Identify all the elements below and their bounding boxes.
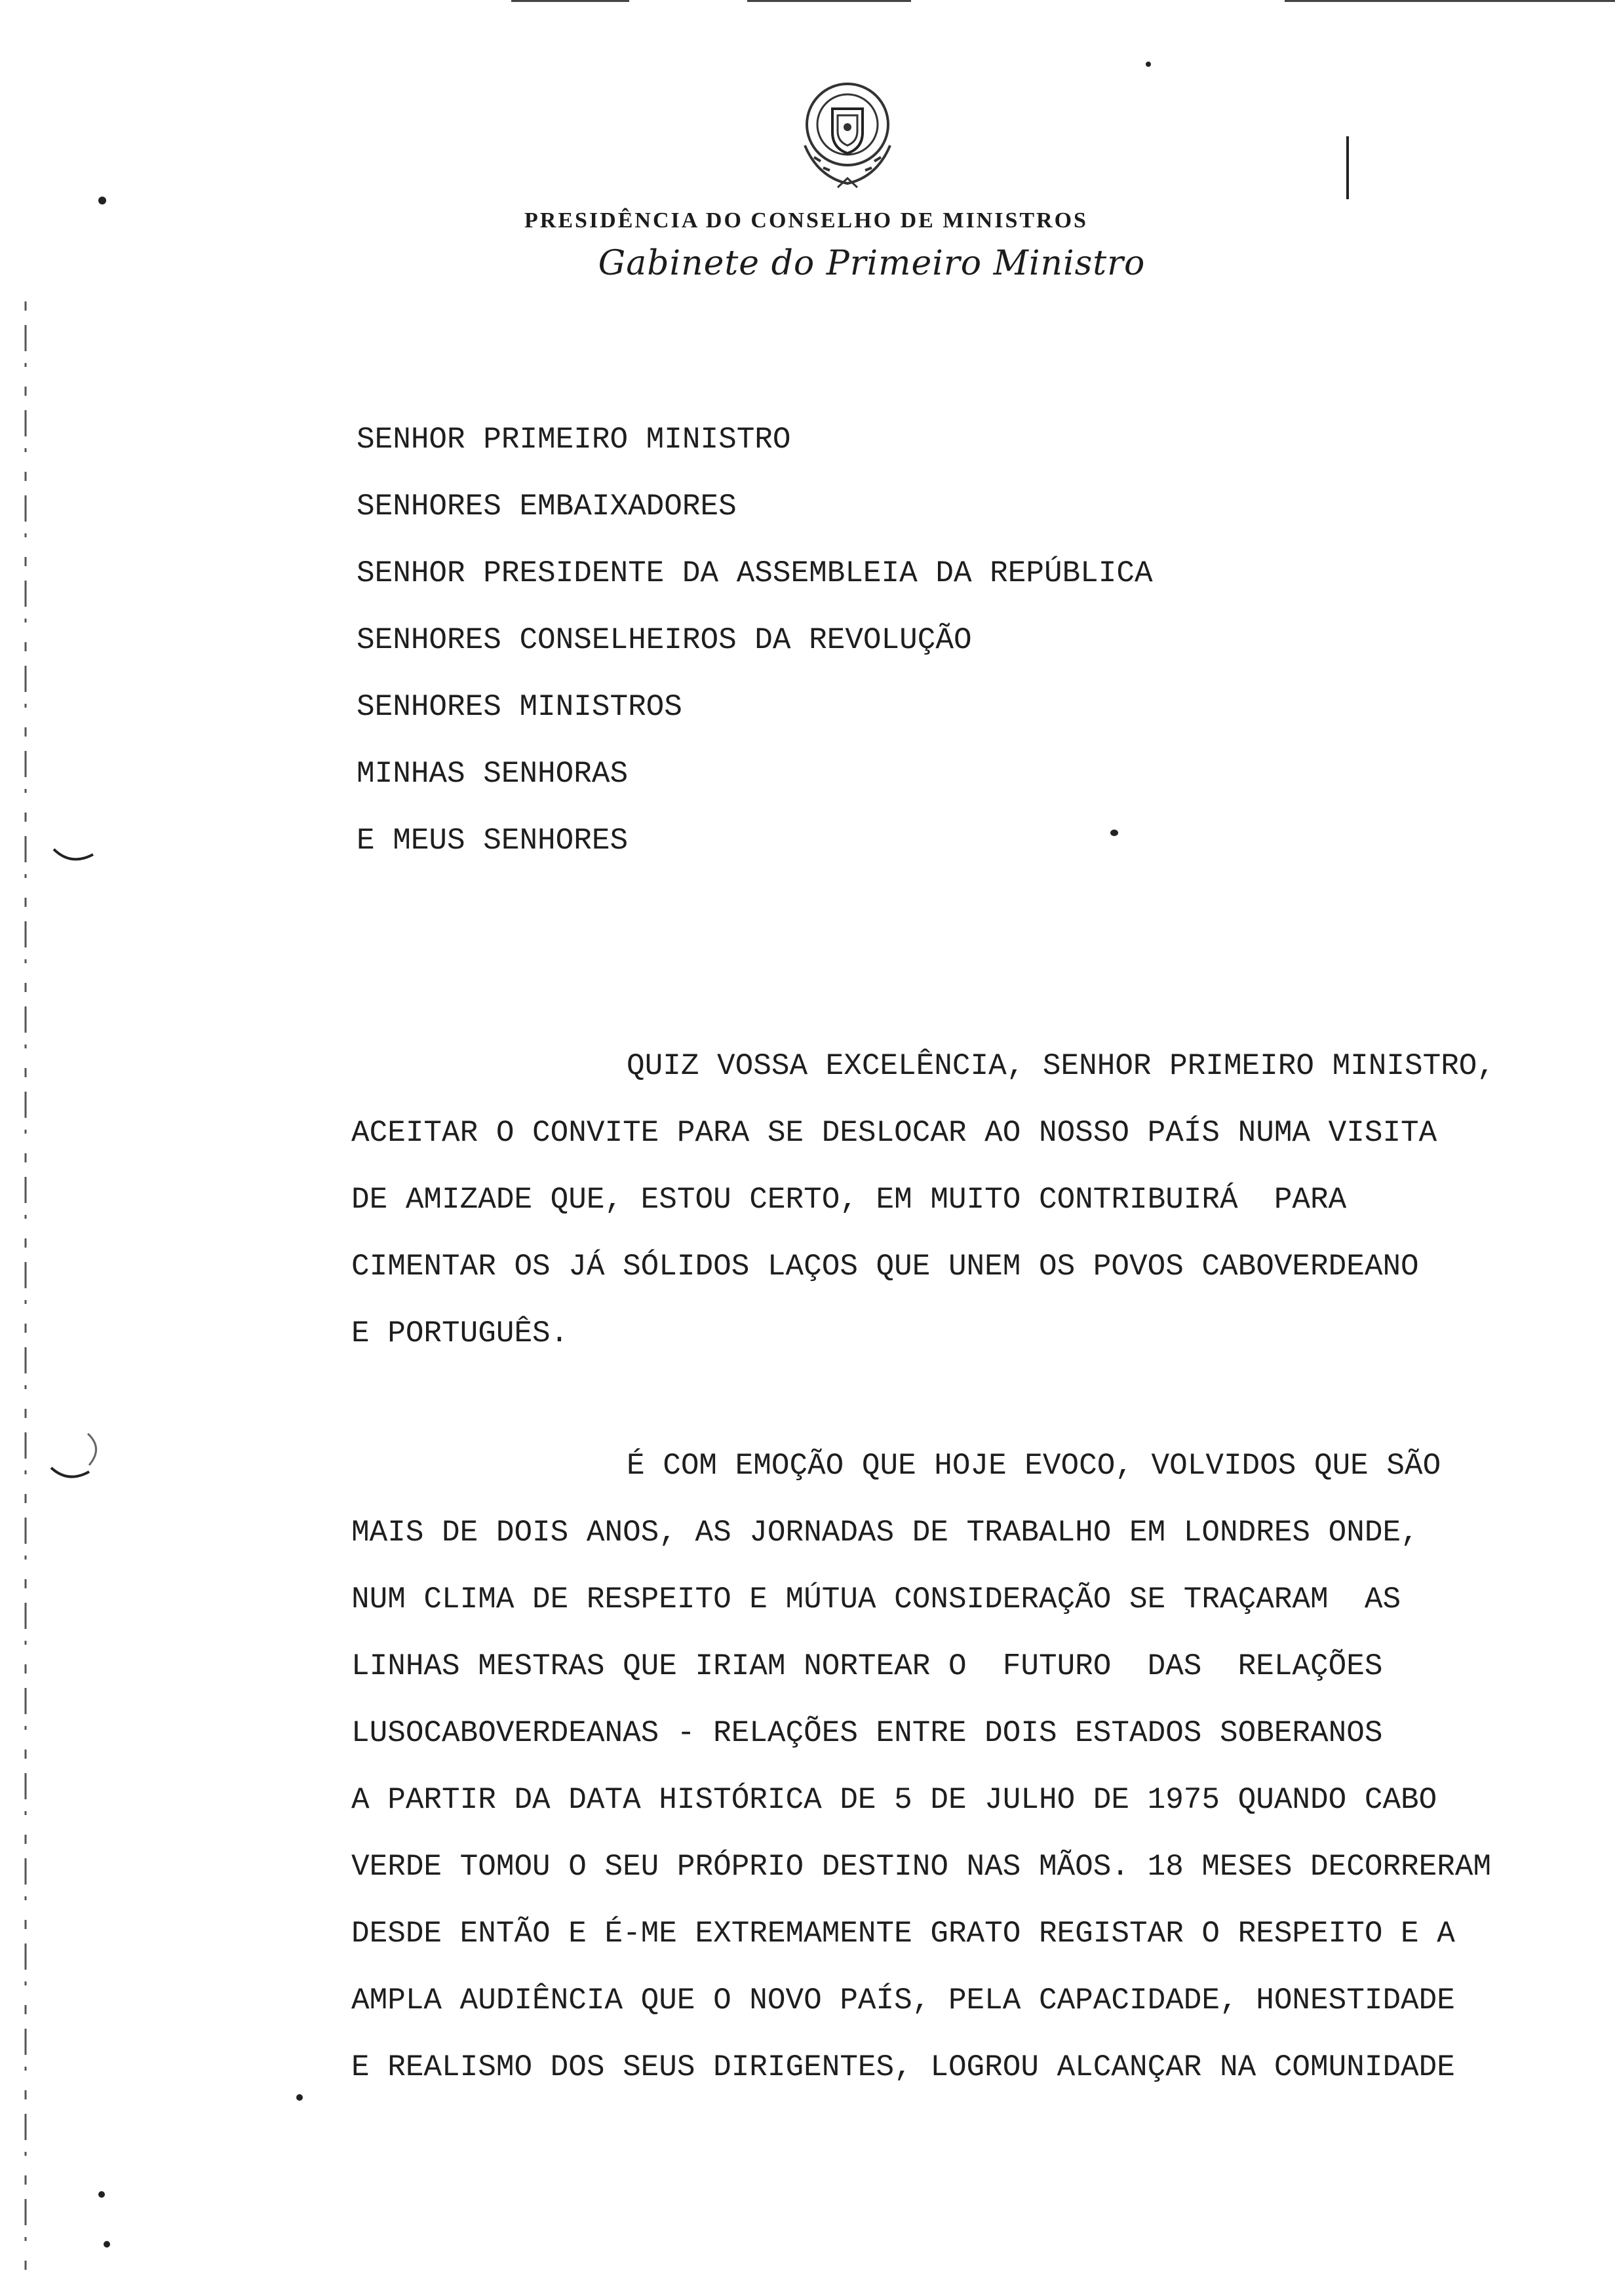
scan-edge-top xyxy=(511,0,629,2)
salutation-line: E MEUS SENHORES xyxy=(357,824,629,858)
margin-mark xyxy=(1346,136,1349,199)
paragraph-line: DESDE ENTÃO E É-ME EXTREMAMENTE GRATO REGISTAR O RESPEITO E A xyxy=(351,1917,1455,1951)
scan-speck xyxy=(1146,62,1151,67)
paragraph-line: QUIZ VOSSA EXCELÊNCIA, SENHOR PRIMEIRO MINISTRO, xyxy=(627,1049,1496,1083)
paragraph-line: A PARTIR DA DATA HISTÓRICA DE 5 DE JULHO DE 1975 QUANDO CABO xyxy=(351,1783,1437,1817)
paragraph-line: DE AMIZADE QUE, ESTOU CERTO, EM MUITO CONTRIBUIRÁ PARA xyxy=(351,1183,1347,1217)
paragraph-line: VERDE TOMOU O SEU PRÓPRIO DESTINO NAS MÃOS. 18 MESES DECORRERAM xyxy=(351,1850,1492,1884)
salutation-line: SENHOR PRIMEIRO MINISTRO xyxy=(357,423,791,457)
scan-edge-left xyxy=(24,0,28,2296)
paragraph-line: AMPLA AUDIÊNCIA QUE O NOVO PAÍS, PELA CAPACIDADE, HONESTIDADE xyxy=(351,1983,1455,2018)
paragraph-line: LUSOCABOVERDEANAS - RELAÇÕES ENTRE DOIS ESTADOS SOBERANOS xyxy=(351,1716,1383,1750)
body-paragraph xyxy=(351,1033,1584,1367)
salutation-line: SENHOR PRESIDENTE DA ASSEMBLEIA DA REPÚBLICA xyxy=(357,556,1153,590)
department-name: Gabinete do Primeiro Ministro xyxy=(598,244,1146,283)
paragraph-line: E PORTUGUÊS. xyxy=(351,1316,569,1350)
salutation-line: SENHORES EMBAIXADORES xyxy=(357,489,737,524)
scan-edge-top xyxy=(1285,0,1615,2)
salutation-line: SENHORES MINISTROS xyxy=(357,690,682,724)
paragraph-line: É COM EMOÇÃO QUE HOJE EVOCO, VOLVIDOS QUE SÃO xyxy=(627,1449,1441,1483)
salutation-line: MINHAS SENHORAS xyxy=(357,757,629,791)
scan-mark xyxy=(49,1428,107,1487)
scan-mark xyxy=(51,844,97,870)
paragraph-line: CIMENTAR OS JÁ SÓLIDOS LAÇOS QUE UNEM OS POVOS CABOVERDEANO xyxy=(351,1250,1419,1284)
paragraph-line: E REALISMO DOS SEUS DIRIGENTES, LOGROU ALCANÇAR NA COMUNIDADE xyxy=(351,2050,1455,2084)
body-paragraph xyxy=(351,1432,1584,2101)
paragraph-line: ACEITAR O CONVITE PARA SE DESLOCAR AO NOSSO PAÍS NUMA VISITA xyxy=(351,1116,1437,1150)
scan-speck xyxy=(98,197,106,204)
salutation-list xyxy=(357,406,1153,874)
coat-of-arms-icon xyxy=(785,72,910,197)
paragraph-line: NUM CLIMA DE RESPEITO E MÚTUA CONSIDERAÇÃO SE TRAÇARAM AS xyxy=(351,1582,1401,1617)
scan-speck xyxy=(104,2241,110,2248)
organization-name: PRESIDÊNCIA DO CONSELHO DE MINISTROS xyxy=(524,208,1088,233)
scan-edge-top xyxy=(747,0,911,2)
salutation-line: SENHORES CONSELHEIROS DA REVOLUÇÃO xyxy=(357,623,972,657)
scan-speck xyxy=(98,2191,105,2198)
scan-speck xyxy=(296,2094,303,2101)
paragraph-line: MAIS DE DOIS ANOS, AS JORNADAS DE TRABALHO EM LONDRES ONDE, xyxy=(351,1516,1419,1550)
paragraph-line: LINHAS MESTRAS QUE IRIAM NORTEAR O FUTURO DAS RELAÇÕES xyxy=(351,1649,1383,1683)
